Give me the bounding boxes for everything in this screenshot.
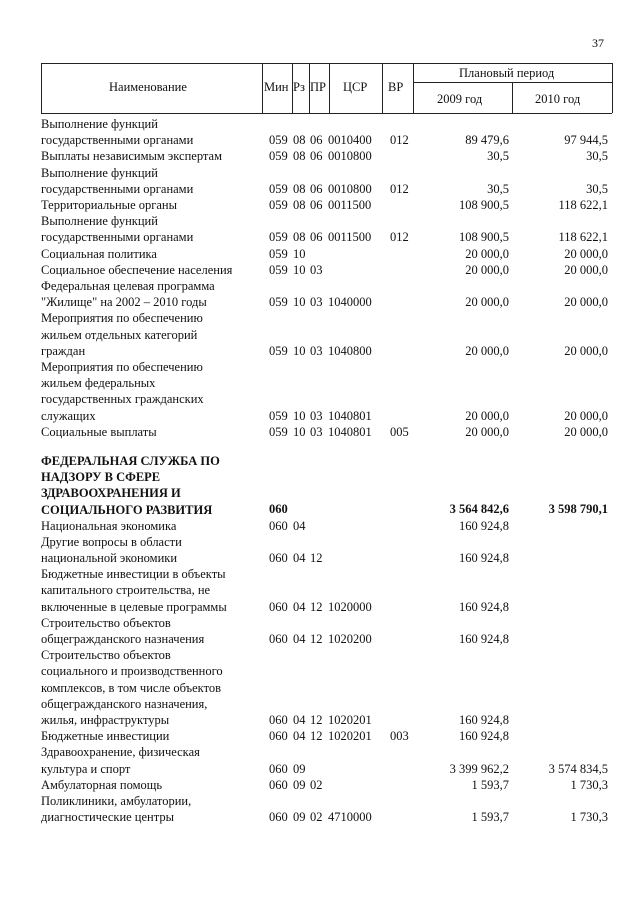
table-row [0,793,640,825]
row-min: 059 [269,295,288,310]
row-min: 059 [269,149,288,164]
row-name-line: включенные в целевые программы [41,599,227,614]
row-amount-2010: 20 000,0 [564,424,608,439]
row-name [41,148,263,164]
row-name-line: Выполнение функций [41,117,158,131]
row-rz: 08 [293,197,306,212]
header-divider [262,63,263,113]
row-rz: 10 [293,246,306,261]
row-min: 059 [269,343,288,358]
table-row [0,615,640,647]
row-csr: 1020201 [328,729,372,744]
table-row [0,728,640,744]
row-amount-2009: 160 924,8 [459,729,509,744]
row-amount-2009: 89 479,6 [465,133,509,148]
row-name [41,310,263,359]
row-name-line: государственными органами [41,181,194,196]
page-number: 37 [592,36,604,50]
row-min: 060 [269,502,288,517]
header-divider [413,63,414,113]
row-csr: 1040801 [328,424,372,439]
table-row [0,744,640,776]
row-min: 060 [269,518,288,533]
row-rz: 10 [293,295,306,310]
table-row [0,647,640,728]
row-name-line: Выполнение функций [41,165,158,180]
row-rz: 09 [293,761,306,776]
row-name [41,246,263,262]
row-pr: 02 [310,777,323,792]
row-name [41,744,263,776]
row-min: 059 [269,246,288,261]
row-pr: 03 [310,343,323,358]
header-divider [41,63,42,113]
row-pr: 02 [310,810,323,825]
row-pr: 06 [310,133,323,148]
row-min: 060 [269,777,288,792]
row-csr: 0010400 [328,133,372,148]
row-name-line: Мероприятия по обеспечению [41,359,203,374]
table-row [0,165,640,197]
row-amount-2010: 20 000,0 [564,408,608,423]
row-csr: 1020000 [328,599,372,614]
row-name-line: Выплаты независимым экспертам [41,149,222,164]
row-name [41,453,263,518]
table-row [0,359,640,424]
row-amount-2010: 118 622,1 [558,197,608,212]
row-pr: 03 [310,408,323,423]
table-row [0,197,640,213]
row-name-line: Социальная политика [41,246,157,261]
row-min: 060 [269,551,288,566]
header-csr: ЦСР [343,80,368,94]
row-amount-2010: 30,5 [586,149,608,164]
table-row [0,278,640,310]
row-name-line: жильем отдельных категорий [41,327,198,342]
row-name-line: "Жилище" на 2002 – 2010 годы [41,295,207,310]
row-rz: 10 [293,424,306,439]
row-rz: 08 [293,149,306,164]
row-amount-2010: 1 730,3 [570,777,608,792]
row-amount-2009: 20 000,0 [465,246,509,261]
row-name [41,213,263,245]
row-pr: 12 [310,632,323,647]
row-rz: 04 [293,632,306,647]
table-row [0,262,640,278]
row-min: 059 [269,197,288,212]
row-min: 059 [269,262,288,277]
row-amount-2009: 30,5 [487,181,509,196]
row-name-line: Бюджетные инвестиции в объекты [41,567,226,582]
header-pr: ПР [310,80,326,94]
row-min: 059 [269,133,288,148]
row-amount-2009: 20 000,0 [465,262,509,277]
row-amount-2009: 20 000,0 [465,424,509,439]
row-min: 059 [269,424,288,439]
table-row [0,534,640,566]
row-pr: 12 [310,729,323,744]
row-name-line: Федеральная целевая программа [41,278,215,293]
row-name [41,647,263,728]
row-vr: 003 [390,729,409,744]
row-amount-2009: 3 564 842,6 [449,502,509,517]
table-row [0,453,640,518]
row-csr: 0010800 [328,149,372,164]
row-rz: 08 [293,181,306,196]
row-amount-2009: 3 399 962,2 [449,761,509,776]
header-divider [512,82,513,113]
row-pr: 06 [310,149,323,164]
row-csr: 1040801 [328,408,372,423]
row-csr: 0010800 [328,181,372,196]
row-amount-2009: 160 924,8 [459,713,509,728]
row-name-line: Бюджетные инвестиции [41,729,170,744]
row-name-line: капитального строительства, не [41,583,211,598]
row-pr: 06 [310,230,323,245]
row-min: 059 [269,181,288,196]
row-vr: 012 [390,133,409,148]
row-name-line: диагностические центры [41,810,174,825]
row-min: 060 [269,729,288,744]
row-pr: 12 [310,551,323,566]
row-amount-2010: 20 000,0 [564,246,608,261]
row-csr: 1020200 [328,632,372,647]
row-pr: 03 [310,424,323,439]
table-row [0,566,640,615]
row-min: 060 [269,810,288,825]
row-name-line: государственных гражданских [41,392,204,407]
row-amount-2009: 20 000,0 [465,408,509,423]
row-amount-2009: 108 900,5 [459,197,509,212]
row-min: 059 [269,408,288,423]
header-divider [329,63,330,113]
row-pr: 06 [310,197,323,212]
row-pr: 12 [310,599,323,614]
row-csr: 1040000 [328,295,372,310]
row-name-line: жильем федеральных [41,376,156,391]
row-name [41,518,263,534]
row-csr: 1020201 [328,713,372,728]
row-name [41,197,263,213]
row-name-line: ФЕДЕРАЛЬНАЯ СЛУЖБА ПО [41,453,220,468]
row-name-line: служащих [41,408,96,423]
row-amount-2009: 160 924,8 [459,551,509,566]
row-rz: 09 [293,777,306,792]
row-amount-2009: 20 000,0 [465,343,509,358]
row-rz: 10 [293,262,306,277]
table-row [0,777,640,793]
row-rz: 08 [293,133,306,148]
row-min: 060 [269,632,288,647]
header-plan-period: Плановый период [459,66,555,80]
row-min: 059 [269,230,288,245]
row-name [41,165,263,197]
row-name-line: государственными органами [41,133,194,148]
row-rz: 09 [293,810,306,825]
row-min: 060 [269,713,288,728]
row-amount-2010: 30,5 [586,181,608,196]
row-name [41,262,263,278]
row-pr: 03 [310,262,323,277]
row-name [41,424,263,440]
row-csr: 0011500 [328,197,372,212]
row-name-line: культура и спорт [41,761,131,776]
row-name-line: ЗДРАВООХРАНЕНИЯ И [41,486,181,501]
table-row [0,213,640,245]
table-row [0,518,640,534]
row-name [41,359,263,424]
row-rz: 04 [293,599,306,614]
row-amount-2009: 108 900,5 [459,230,509,245]
table-row [0,148,640,164]
row-min: 060 [269,761,288,776]
row-name [41,777,263,793]
row-amount-2010: 3 598 790,1 [548,502,608,517]
row-rz: 04 [293,713,306,728]
header-top-rule [41,63,612,64]
row-name [41,728,263,744]
row-name-line: социального и производственного [41,664,223,679]
header-bottom-rule [41,113,612,114]
row-name-line: общегражданского назначения [41,632,205,647]
row-name-line: Строительство объектов [41,615,171,630]
header-divider [382,63,383,113]
row-amount-2010: 1 730,3 [570,810,608,825]
row-rz: 10 [293,343,306,358]
row-name-line: Строительство объектов [41,648,171,663]
row-name-line: Другие вопросы в области [41,534,182,549]
row-csr: 0011500 [328,230,372,245]
row-name [41,793,263,825]
header-min: Мин [264,80,289,94]
row-name-line: Поликлиники, амбулатории, [41,794,192,809]
row-name-line: государственными органами [41,230,194,245]
row-amount-2009: 160 924,8 [459,599,509,614]
row-rz: 04 [293,729,306,744]
row-name-line: общегражданского назначения, [41,696,208,711]
row-name [41,566,263,615]
row-name-line: Социальные выплаты [41,424,157,439]
row-name-line: СОЦИАЛЬНОГО РАЗВИТИЯ [41,502,213,517]
row-amount-2009: 20 000,0 [465,295,509,310]
row-amount-2009: 1 593,7 [471,777,509,792]
row-rz: 04 [293,551,306,566]
row-name-line: НАДЗОРУ В СФЕРЕ [41,470,161,485]
header-name: Наименование [109,80,187,94]
row-rz: 10 [293,408,306,423]
row-name-line: Территориальные органы [41,197,178,212]
row-amount-2009: 30,5 [487,149,509,164]
row-name-line: Социальное обеспечение населения [41,262,233,277]
row-name [41,534,263,566]
row-pr: 06 [310,181,323,196]
row-amount-2009: 1 593,7 [471,810,509,825]
row-min: 060 [269,599,288,614]
row-name-line: Мероприятия по обеспечению [41,311,203,326]
row-name-line: Национальная экономика [41,518,177,533]
table-row [0,116,640,148]
row-vr: 012 [390,230,409,245]
row-csr: 1040800 [328,343,372,358]
row-name-line: национальной экономики [41,551,178,566]
row-name [41,615,263,647]
row-pr: 12 [310,713,323,728]
row-name-line: Здравоохранение, физическая [41,745,200,760]
row-rz: 08 [293,230,306,245]
row-name-line: Амбулаторная помощь [41,777,163,792]
row-vr: 005 [390,424,409,439]
header-year-2009: 2009 год [437,92,483,106]
table-row [0,310,640,359]
header-year-2010: 2010 год [535,92,581,106]
row-vr: 012 [390,181,409,196]
table-row [0,246,640,262]
row-amount-2010: 20 000,0 [564,343,608,358]
row-name-line: Выполнение функций [41,214,158,229]
row-csr: 4710000 [328,810,372,825]
row-rz: 04 [293,518,306,533]
row-name-line: комплексов, в том числе объектов [41,680,222,695]
row-pr: 03 [310,295,323,310]
budget-table-body [0,116,640,825]
table-row [0,424,640,440]
row-amount-2009: 160 924,8 [459,518,509,533]
row-amount-2010: 20 000,0 [564,295,608,310]
row-amount-2010: 20 000,0 [564,262,608,277]
row-name-line: жилья, инфраструктуры [41,713,170,728]
row-name-line: граждан [41,343,86,358]
row-amount-2010: 118 622,1 [558,230,608,245]
header-vr: ВР [388,80,404,94]
header-divider [612,63,613,113]
row-name [41,116,263,148]
row-amount-2010: 3 574 834,5 [548,761,608,776]
row-amount-2009: 160 924,8 [459,632,509,647]
row-amount-2010: 97 944,5 [564,133,608,148]
row-name [41,278,263,310]
header-rz: Рз [293,80,305,94]
